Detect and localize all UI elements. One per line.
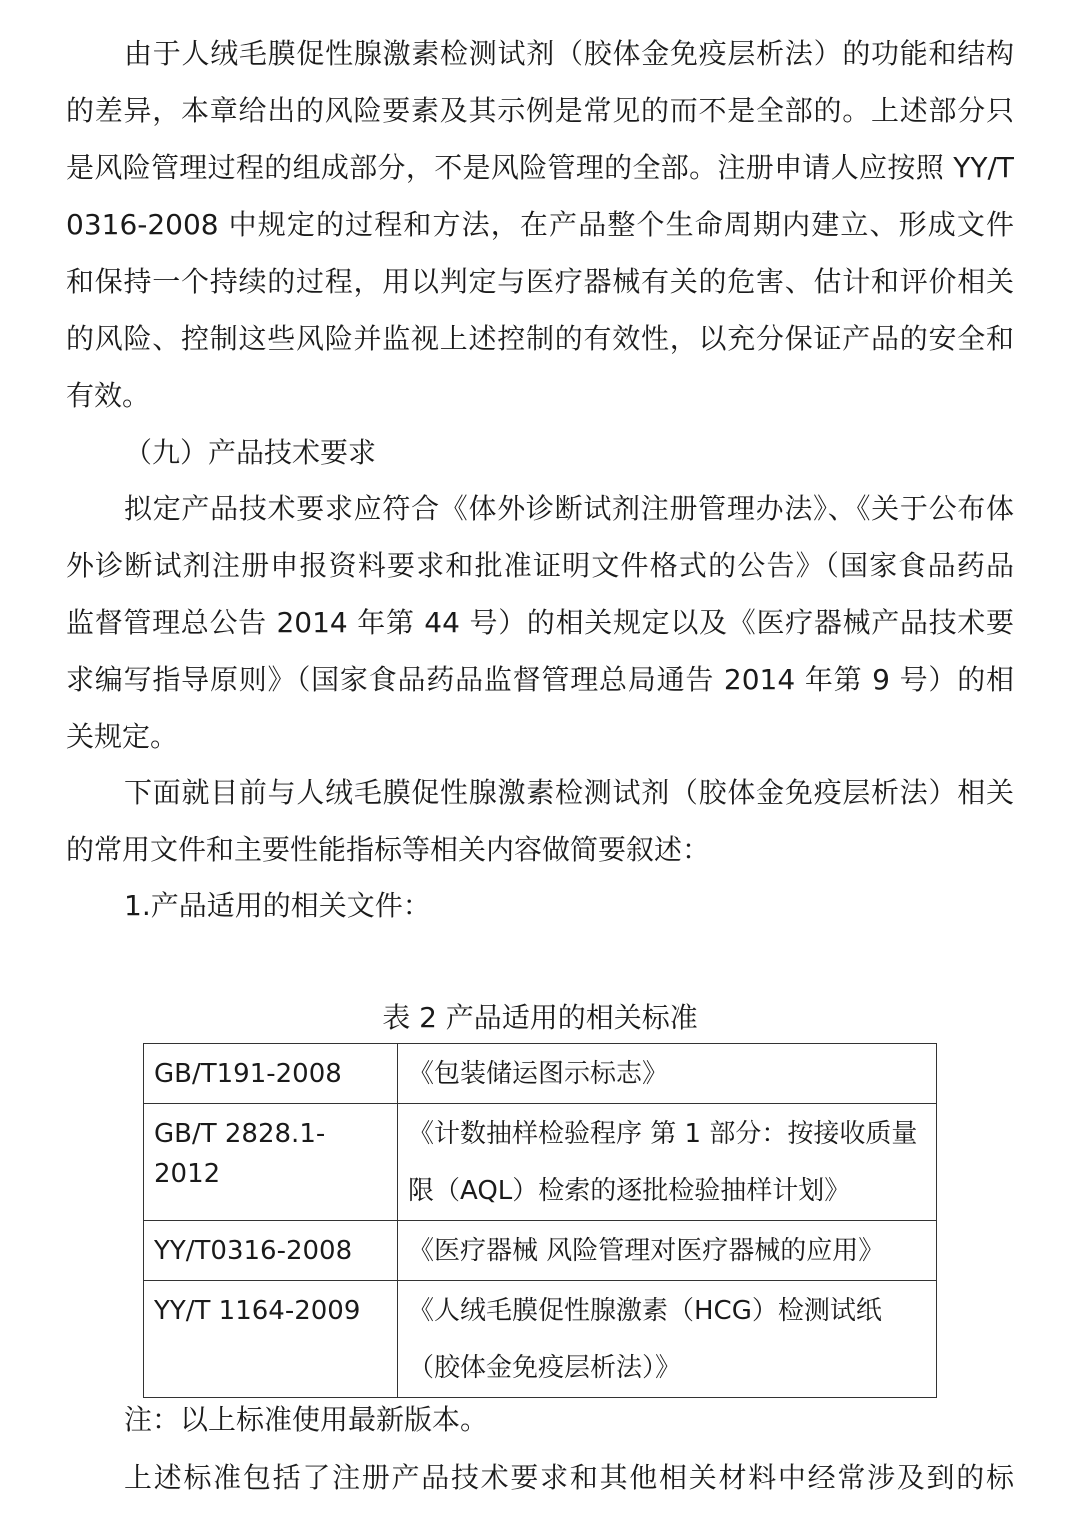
standard-title: 《人绒毛膜促性腺激素（HCG）检测试纸（胶体金免疫层析法）》	[398, 1281, 937, 1398]
standards-table	[143, 1043, 937, 1398]
section-heading: （九）产品技术要求	[124, 436, 377, 469]
text-line: 监督管理总公告 2014 年第 44 号）的相关规定以及《医疗器械产品技术要	[66, 606, 1014, 639]
text-line: 的常用文件和主要性能指标等相关内容做简要叙述：	[66, 833, 711, 866]
table-caption: 表 2 产品适用的相关标准	[382, 1001, 698, 1034]
paragraph-4-line: 上述标准包括了注册产品技术要求和其他相关材料中经常涉及到的标	[124, 1461, 1014, 1494]
standard-title: 《包装储运图示标志》	[398, 1044, 937, 1104]
table-note: 注：以上标准使用最新版本。	[124, 1403, 489, 1436]
table-row	[144, 1104, 937, 1221]
text-line: 下面就目前与人绒毛膜促性腺激素检测试剂（胶体金免疫层析法）相关	[124, 776, 1014, 809]
text-line: 0316-2008 中规定的过程和方法，在产品整个生命周期内建立、形成文件	[66, 208, 1014, 241]
standard-code: GB/T191-2008	[144, 1044, 398, 1104]
standard-code: GB/T 2828.1-2012	[144, 1104, 398, 1221]
standard-code: YY/T0316-2008	[144, 1221, 398, 1281]
text-line: 由于人绒毛膜促性腺激素检测试剂（胶体金免疫层析法）的功能和结构	[124, 37, 1014, 70]
text-line: 和保持一个持续的过程，用以判定与医疗器械有关的危害、估计和评价相关	[66, 265, 1014, 298]
text-line: 是风险管理过程的组成部分，不是风险管理的全部。注册申请人应按照 YY/T	[66, 151, 1014, 184]
standard-title: 《医疗器械 风险管理对医疗器械的应用》	[398, 1221, 937, 1281]
standard-title: 《计数抽样检验程序 第 1 部分：按接收质量限（AQL）检索的逐批检验抽样计划》	[398, 1104, 937, 1221]
standard-code: YY/T 1164-2009	[144, 1281, 398, 1398]
table-row	[144, 1221, 937, 1281]
table-row	[144, 1044, 937, 1104]
table-row	[144, 1281, 937, 1398]
text-line: 的风险、控制这些风险并监视上述控制的有效性，以充分保证产品的安全和	[66, 322, 1014, 355]
text-line: 有效。	[66, 379, 151, 412]
text-line: 拟定产品技术要求应符合《体外诊断试剂注册管理办法》、《关于公布体	[124, 492, 1014, 525]
text-line: 求编写指导原则》（国家食品药品监督管理总局通告 2014 年第 9 号）的相	[66, 663, 1014, 696]
text-line: 的差异，本章给出的风险要素及其示例是常见的而不是全部的。上述部分只	[66, 94, 1014, 127]
list-item-1: 1.产品适用的相关文件：	[124, 889, 431, 922]
text-line: 关规定。	[66, 720, 179, 753]
text-line: 外诊断试剂注册申报资料要求和批准证明文件格式的公告》（国家食品药品	[66, 549, 1014, 582]
